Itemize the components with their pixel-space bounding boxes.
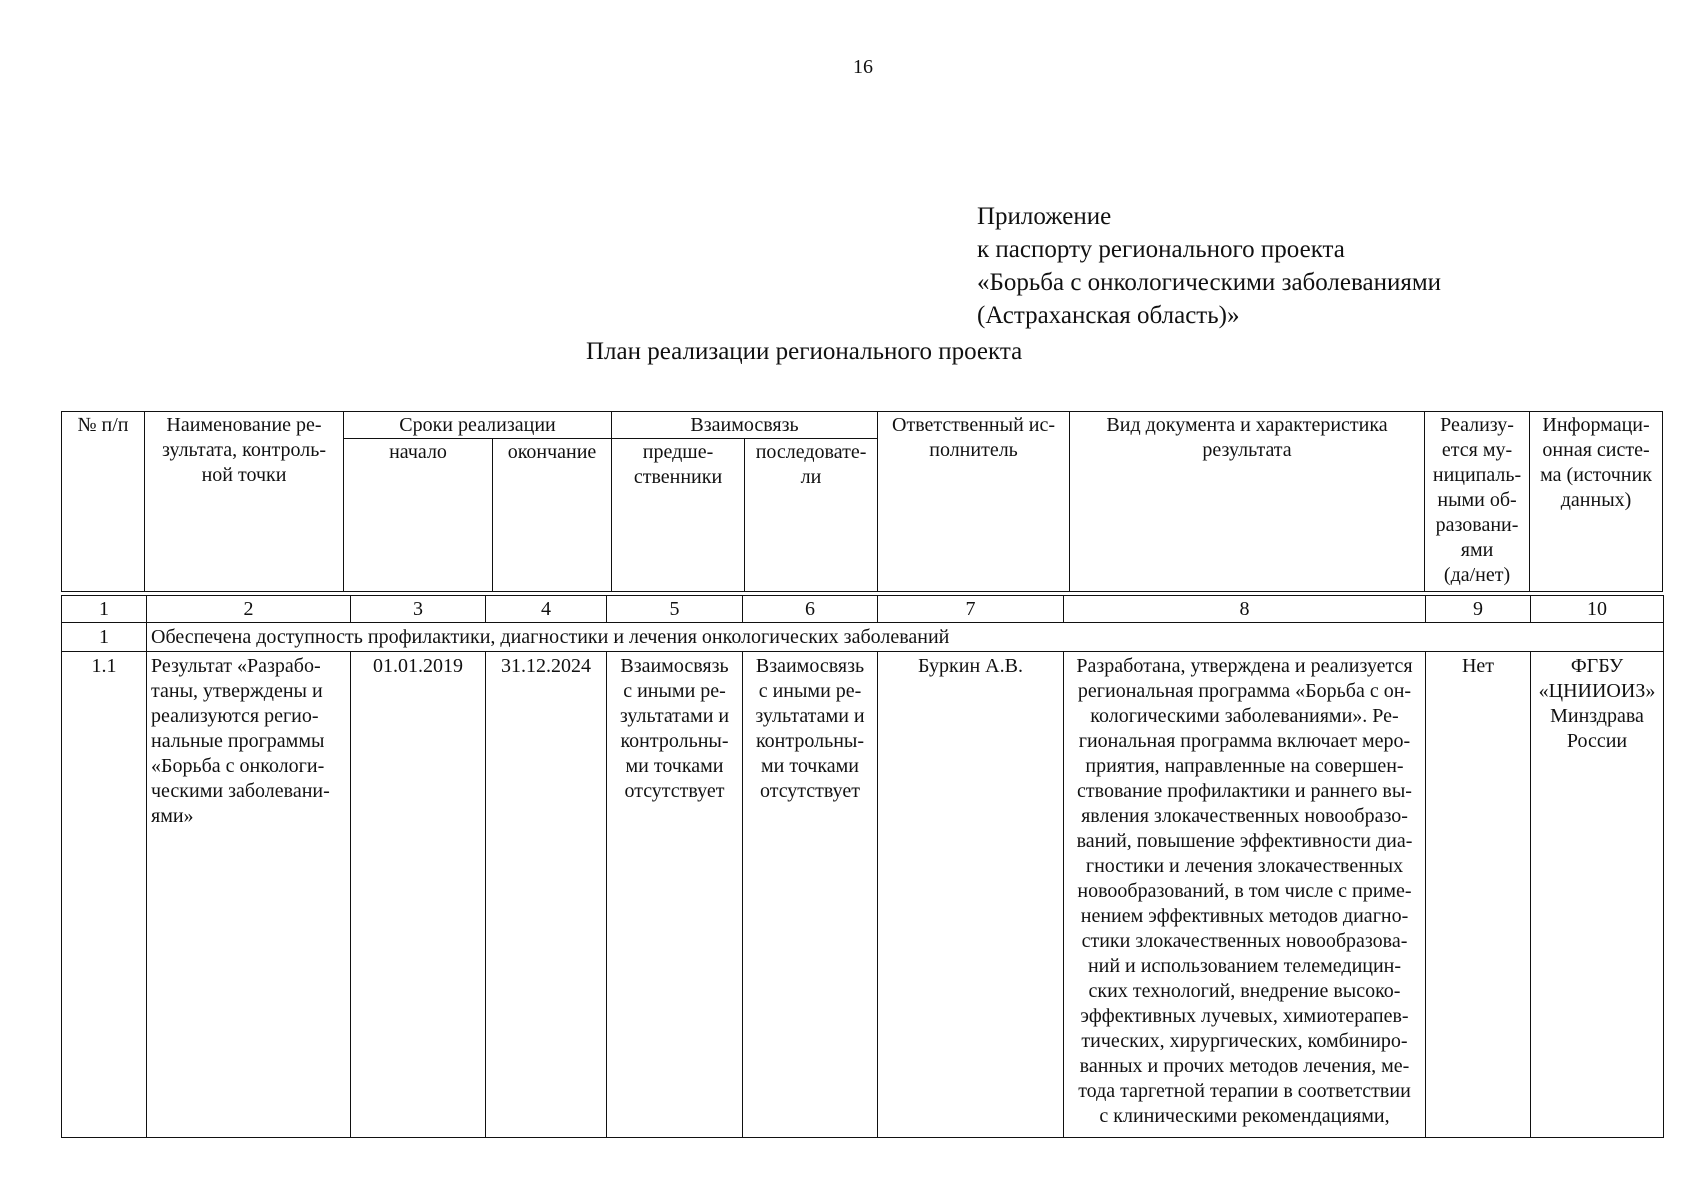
header-municipal: Реализу- ется му- ниципаль- ными об- разовани- ями (да/нет) <box>1425 412 1530 592</box>
table-row <box>62 652 1664 1138</box>
header-terms: Сроки реализации <box>344 412 612 439</box>
row-municipal: Нет <box>1426 652 1531 1138</box>
column-number: 2 <box>147 596 351 623</box>
column-number: 10 <box>1531 596 1664 623</box>
header-relation: Взаимосвязь <box>612 412 878 439</box>
section-row <box>62 623 1664 652</box>
header-predecessors: предше- ственники <box>612 439 745 592</box>
appendix-line: «Борьба с онкологическими заболеваниями <box>977 269 1442 296</box>
page-number: 16 <box>853 56 873 78</box>
header-name: Наименование ре- зультата, контроль- ной точки <box>145 412 344 592</box>
plan-title: План реализации регионального проекта <box>586 338 1023 365</box>
column-number: 8 <box>1064 596 1426 623</box>
row-start: 01.01.2019 <box>351 652 486 1138</box>
column-number: 7 <box>878 596 1064 623</box>
column-number: 3 <box>351 596 486 623</box>
appendix-line: Приложение <box>977 203 1112 230</box>
row-name: Результат «Разрабо- таны, утверждены и реализуются регио- нальные программы «Борьба с онкологи- ческими заболевани- ями» <box>147 652 351 1138</box>
header-num: № п/п <box>62 412 145 592</box>
column-number-row <box>62 596 1664 623</box>
appendix-line: к паспорту регионального проекта <box>977 236 1345 263</box>
row-successors: Взаимосвязь с иными ре- зультатами и контрольны- ми точками отсутствует <box>743 652 878 1138</box>
header-start: начало <box>344 439 493 592</box>
header-info-system: Информаци- онная систе- ма (источник данных) <box>1530 412 1663 592</box>
header-responsible: Ответственный ис- полнитель <box>878 412 1070 592</box>
header-doc-type: Вид документа и характеристика результата <box>1070 412 1425 592</box>
section-title: Обеспечена доступность профилактики, диагностики и лечения онкологических заболеваний <box>151 625 950 648</box>
column-number: 4 <box>486 596 607 623</box>
section-num: 1 <box>62 623 147 652</box>
column-number: 9 <box>1426 596 1531 623</box>
section-title-cell <box>147 623 1664 652</box>
row-info-system: ФГБУ «ЦНИИОИЗ» Минздрава России <box>1531 652 1664 1138</box>
column-number: 1 <box>62 596 147 623</box>
plan-table <box>61 595 1664 1138</box>
row-predecessors: Взаимосвязь с иными ре- зультатами и контрольны- ми точками отсутствует <box>607 652 743 1138</box>
appendix-line: (Астраханская область)» <box>977 302 1240 329</box>
column-number: 5 <box>607 596 743 623</box>
header-successors: последовате- ли <box>745 439 878 592</box>
column-number: 6 <box>743 596 878 623</box>
row-end: 31.12.2024 <box>486 652 607 1138</box>
appendix-note <box>977 200 1441 332</box>
row-num: 1.1 <box>62 652 147 1138</box>
row-doc-type: Разработана, утверждена и реализуется региональная программа «Борьба с он- кологическими заболеваниями». Ре- гиональная программа включает меро- приятия, направленные на совершен- ствование профилактики и раннего вы- явления злокачественных новообразо- ваний, повышение эффективности диа- гностики и лечения злокачественных новообразований, в том числе с приме- нением эффективных методов диагно- стики злокачественных новообразова- ний и использованием телемедицин- ских технологий, внедрение высоко- эффективных лучевых, химиотерапев- тических, хирургических, комбиниро- ванных и прочих методов лечения, ме- тода таргетной терапии в соответствии с клиническими рекомендациями, <box>1064 652 1426 1138</box>
table-header <box>61 411 1663 592</box>
header-end: окончание <box>493 439 612 592</box>
row-responsible: Буркин А.В. <box>878 652 1064 1138</box>
